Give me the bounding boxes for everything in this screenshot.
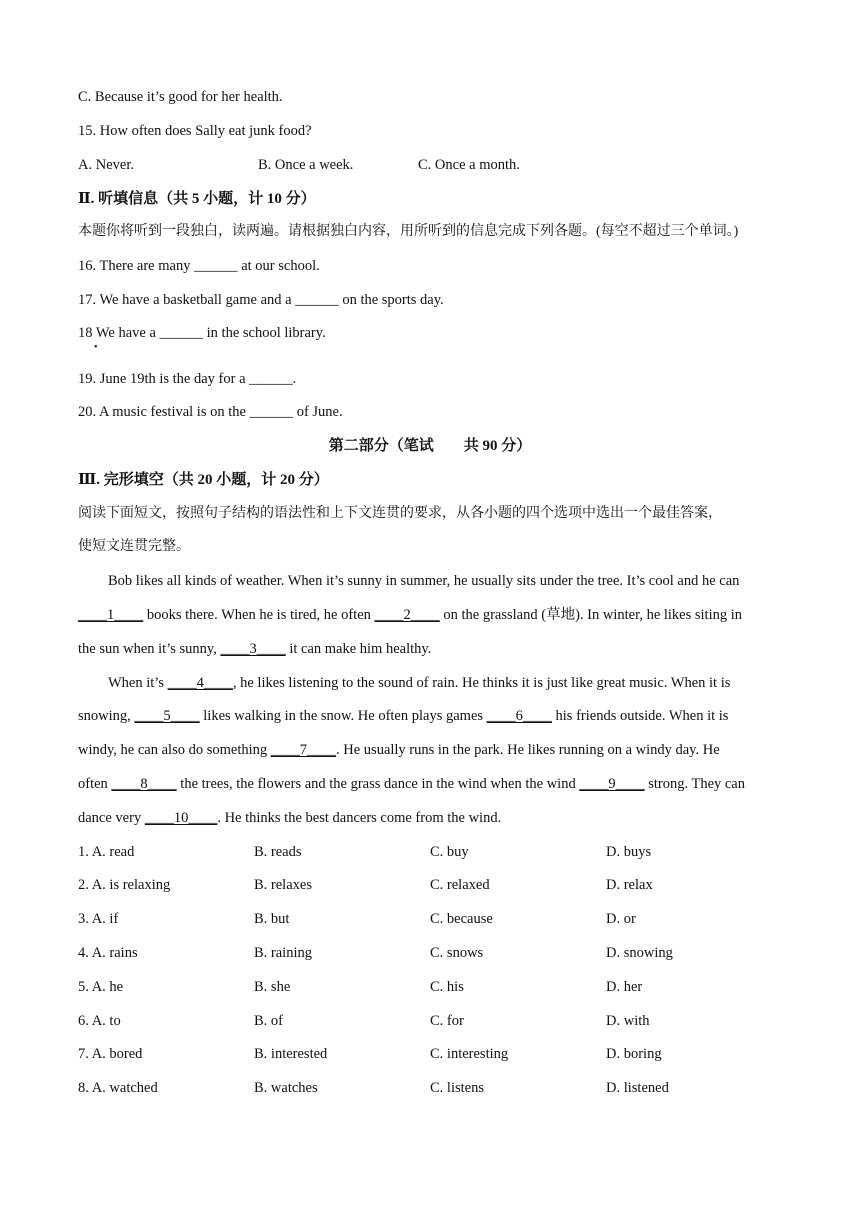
blank-2: ____2____ <box>374 607 440 623</box>
option-3b: B. but <box>254 911 290 927</box>
option-4c: C. snows <box>430 945 484 961</box>
option-5d: D. her <box>606 979 643 995</box>
section2-heading: Ⅱ. 听填信息（共 5 小题，计 10 分） <box>78 191 316 207</box>
part2-title: 第二部分（笔试 共 90 分） <box>328 438 532 454</box>
option-3c: C. because <box>430 911 493 927</box>
option-6d: D. with <box>606 1013 650 1029</box>
option-1c: C. buy <box>430 844 469 860</box>
passage-text: books there. When he is tired, he often <box>143 607 375 623</box>
section2-instructions: 本题你将听到一段独白，读两遍。请根据独白内容，用所听到的信息完成下列各题。(每空不超过三个单词。) <box>78 224 739 239</box>
option-6c: C. for <box>430 1013 464 1029</box>
q15-option-c: C. Once a month. <box>418 157 520 173</box>
passage-text: often <box>78 776 112 792</box>
section3-heading: Ⅲ. 完形填空（共 20 小题，计 20 分） <box>78 472 329 488</box>
option-2b: B. relaxes <box>254 877 312 893</box>
option-1d: D. buys <box>606 844 652 860</box>
option-7b: B. interested <box>254 1046 328 1062</box>
passage-line <box>78 639 431 659</box>
blank-5: ____5____ <box>134 708 200 724</box>
option-8b: B. watches <box>254 1080 318 1096</box>
q19: 19. June 19th is the day for a ______. <box>78 371 297 387</box>
passage-text: on the grassland (草地). In winter, he likes siting in <box>439 607 743 623</box>
option-6a: 6. A. to <box>78 1013 121 1029</box>
passage-line <box>108 673 730 693</box>
passage-text: When it’s <box>108 675 168 691</box>
passage-text: windy, he can also do something <box>78 742 271 758</box>
passage-line <box>78 808 501 828</box>
option-5c: C. his <box>430 979 464 995</box>
blank-7: ____7____ <box>270 742 337 758</box>
section3-instructions-2: 使短文连贯完整。 <box>78 539 190 554</box>
option-6b: B. of <box>254 1013 283 1029</box>
passage-text: . He thinks the best dancers come from the wind. <box>217 810 502 826</box>
passage-line <box>78 774 745 794</box>
option-2a: 2. A. is relaxing <box>78 877 171 893</box>
option-1a: 1. A. read <box>78 844 135 860</box>
option-2d: D. relax <box>606 877 653 893</box>
option-8d: D. listened <box>606 1080 669 1096</box>
blank-3: ____3____ <box>220 641 286 657</box>
passage-text: snowing, <box>78 708 135 724</box>
blank-4: ____4____ <box>167 675 233 691</box>
q15-option-b: B. Once a week. <box>258 157 354 173</box>
option-7c: C. interesting <box>430 1046 509 1062</box>
q15-question: 15. How often does Sally eat junk food? <box>78 123 312 139</box>
q17: 17. We have a basketball game and a ______ on the sports day. <box>78 292 444 308</box>
passage-text: . He usually runs in the park. He likes running on a windy day. He <box>336 742 720 758</box>
option-8a: 8. A. watched <box>78 1080 158 1096</box>
blank-6: ____6____ <box>486 708 552 724</box>
option-7d: D. boring <box>606 1046 662 1062</box>
blank-1: ____1____ <box>78 607 144 623</box>
passage-text: strong. They can <box>644 776 745 792</box>
passage-text: his friends outside. When it is <box>551 708 729 724</box>
blank-10: ____10____ <box>144 810 218 826</box>
option-5b: B. she <box>254 979 291 995</box>
option-2c: C. relaxed <box>430 877 490 893</box>
option-5a: 5. A. he <box>78 979 124 995</box>
q16: 16. There are many ______ at our school. <box>78 258 320 274</box>
passage-line <box>78 706 728 726</box>
q18: 18 We have a ______ in the school library. <box>78 325 326 341</box>
passage-line <box>78 605 742 625</box>
passage-text: the trees, the flowers and the grass dance in the wind when the wind <box>176 776 580 792</box>
blank-9: ____9____ <box>579 776 645 792</box>
passage-line <box>78 740 720 760</box>
option-3a: 3. A. if <box>78 911 119 927</box>
passage-line: Bob likes all kinds of weather. When it’s sunny in summer, he usually sits under the tree. It’s cool and he can <box>108 573 740 589</box>
stray-dot: • <box>94 342 98 353</box>
blank-8: ____8____ <box>111 776 177 792</box>
q20: 20. A music festival is on the ______ of June. <box>78 404 343 420</box>
passage-text: it can make him healthy. <box>285 641 432 657</box>
section3-instructions-1: 阅读下面短文，按照句子结构的语法性和上下文连贯的要求，从各小题的四个选项中选出一个最佳答案， <box>78 506 722 521</box>
passage-text: the sun when it’s sunny, <box>78 641 221 657</box>
option-4b: B. raining <box>254 945 312 961</box>
passage-text: , he likes listening to the sound of rain. He thinks it is just like great music. When it is <box>232 675 731 691</box>
option-1b: B. reads <box>254 844 302 860</box>
q14-option-c: C. Because it’s good for her health. <box>78 89 283 105</box>
passage-text: dance very <box>78 810 145 826</box>
option-3d: D. or <box>606 911 636 927</box>
option-4d: D. snowing <box>606 945 673 961</box>
option-7a: 7. A. bored <box>78 1046 143 1062</box>
option-8c: C. listens <box>430 1080 484 1096</box>
q15-option-a: A. Never. <box>78 157 134 173</box>
passage-text: likes walking in the snow. He often plays games <box>199 708 487 724</box>
option-4a: 4. A. rains <box>78 945 138 961</box>
